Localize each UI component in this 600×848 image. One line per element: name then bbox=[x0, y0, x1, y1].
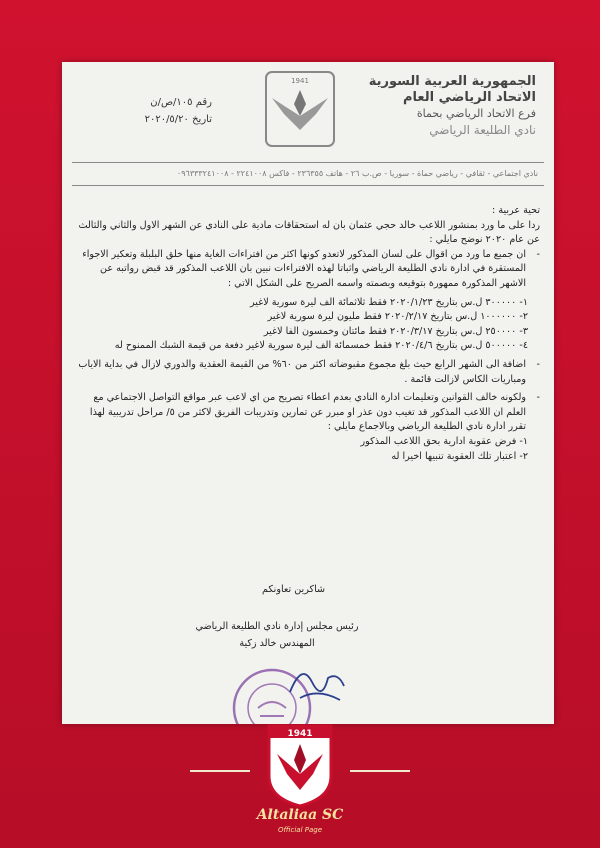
point-2: - اضافة الى الشهر الرابع حيث بلغ مجموع مقبوضاته اكثر من ٦٠% من القيمة العقدية والدوري لازال في بداية الاياب ومباريات الكاس لازالت قائمة . bbox=[78, 358, 540, 387]
reference-number: رقم ١٠٥/ص/ن bbox=[150, 97, 212, 108]
letter-paper bbox=[62, 62, 554, 724]
brand-subtitle: Official Page bbox=[277, 826, 323, 834]
letter-body bbox=[78, 204, 540, 464]
footer-rule-right bbox=[350, 770, 410, 772]
contact-line: نادي اجتماعي - ثقافي - رياضي حماة - سوريا - ص.ب ٢٦ - هاتف ٢٣٦٣٥٥ - فاكس ٢٢٤١٠٠٨ - ٠٩٦٣٣٣٢٤١٠٠٨ bbox=[72, 162, 544, 186]
altaliaa-logo-icon bbox=[263, 718, 337, 808]
org-club: نادي الطليعة الرياضي bbox=[429, 123, 536, 137]
footer-rule-left bbox=[190, 770, 250, 772]
reference-date: تاريخ ٢٠٢٠/٥/٢٠ bbox=[144, 114, 212, 125]
logo-year: 1941 bbox=[287, 729, 313, 739]
signature-block bbox=[172, 618, 382, 652]
org-country: الجمهورية العربية السورية bbox=[368, 74, 536, 89]
decision-item: ٢- اعتبار تلك العقوبة تنبيها اخيرا له bbox=[391, 450, 528, 462]
payment-item: ٤- ٥٠٠٠٠٠ ل.س بتاريخ ٢٠٢٠/٤/٦ فقط خمسمائة الف ليرة سورية لاغير دفعة من قيمة الشبك الممنوح له bbox=[114, 340, 528, 352]
letterhead-org bbox=[346, 74, 536, 138]
intro-paragraph: ردا على ما ورد بمنشور اللاعب خالد حجي عثمان بان له استحقاقات مادية على النادي عن الشهر الاول والثاني والثالث عن عام ٢٠٢٠ نوضح مايلي : bbox=[78, 219, 540, 246]
decision-item: ١- فرض عقوبة ادارية بحق اللاعب المذكور bbox=[360, 435, 528, 447]
org-branch: فرع الاتحاد الرياضي بحماة bbox=[416, 107, 536, 120]
closing: شاكرين تعاونكم bbox=[262, 584, 326, 595]
handwritten-signature-icon bbox=[282, 652, 352, 712]
signer-title: رئيس مجلس إدارة نادي الطليعة الرياضي bbox=[195, 621, 359, 632]
payment-item: ٣- ٢٥٠٠٠٠ ل.س بتاريخ ٢٠٢٠/٣/١٧ فقط مائتان وخمسون الفا لاغير bbox=[263, 325, 528, 337]
org-federation: الاتحاد الرياضي العام bbox=[403, 90, 536, 105]
club-emblem-icon bbox=[258, 70, 342, 150]
point-1: - ان جميع ما ورد من اقوال على لسان المذكور لاتعدو كونها اكثر من افتراءات الغاية منها خلق البلبلة وتعكير الاجواء المستقرة في ادارة نادي الطليعة الرياضي واثباتا لهذه الافتراءات نبين بان اللاعب المذكور قد قبض رواتبه عن الاشهر المذكورة ممهورة بتوقيعه وبصمته واسمه الصريح على الشكل الاتي : bbox=[78, 248, 540, 292]
payment-item: ٢- ١٠٠٠٠٠٠ ل.س بتاريخ ٢٠٢٠/٢/١٧ فقط مليون ليرة سورية لاغير bbox=[267, 311, 528, 323]
signer-name: المهندس خالد زكية bbox=[239, 638, 315, 649]
svg-text:1941: 1941 bbox=[291, 77, 309, 85]
greeting: تحية عربية : bbox=[492, 205, 540, 216]
brand-name: Altaliaa SC bbox=[256, 807, 344, 823]
letter-reference bbox=[102, 94, 212, 128]
point-3: - ولكونه خالف القوانين وتعليمات ادارة النادي بعدم اعطاء تصريح من اي لاعب عبر مواقع التواصل الاجتماعي مع العلم ان اللاعب المذكور قد تغيب دون عذر او مبرر عن تمارين وتدريبات الفريق لاكثر من ٥/ مراحل تدريبية لهذا تقرر ادارة نادي الطليعة الرياضي وبالاجماع مايلي : bbox=[78, 391, 540, 435]
payment-item: ١- ٣٠٠٠٠٠ ل.س بتاريخ ٢٠٢٠/١/٢٣ فقط ثلاثمائة الف ليرة سورية لاغير bbox=[250, 296, 528, 308]
